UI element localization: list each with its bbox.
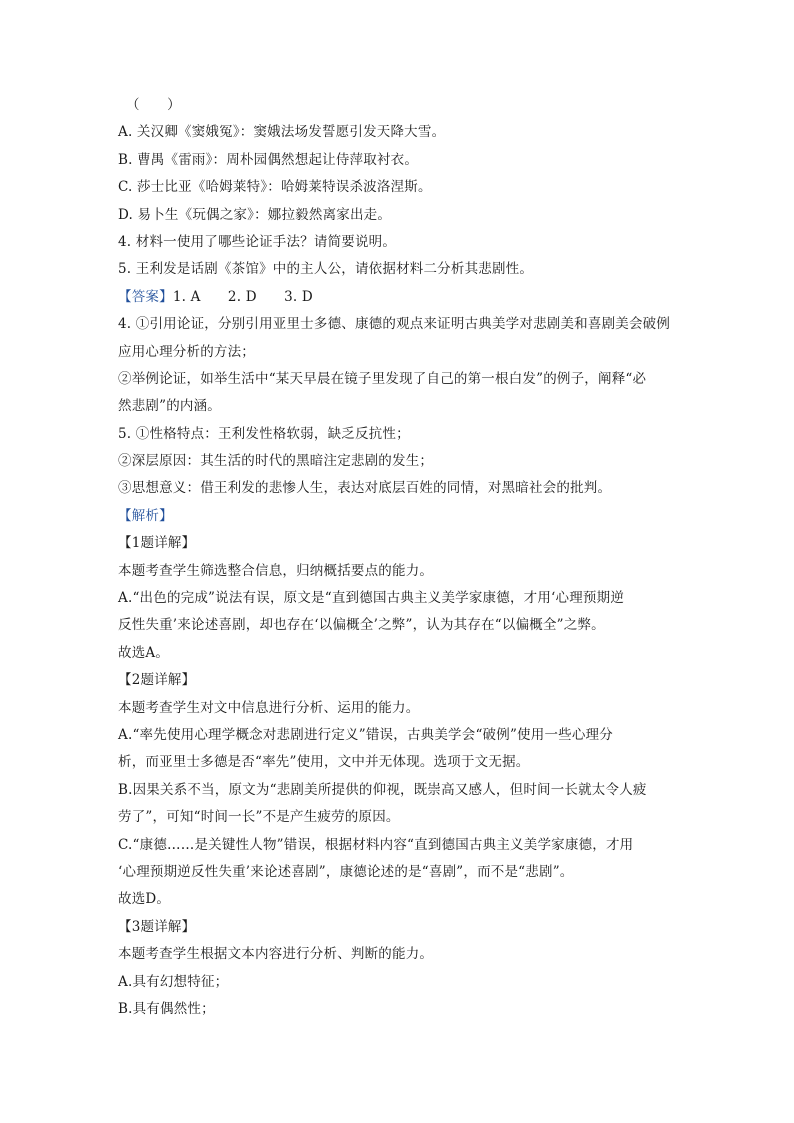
answer-text: 1. A 2. D 3. D [172, 288, 313, 305]
option-a: A. 关汉卿《窦娥冤》：窦娥法场发誓愿引发天降大雪。 [118, 124, 446, 141]
q2-line: 本题考查学生对文中信息进行分析、运用的能力。 [118, 699, 420, 716]
q3-line: A.具有幻想特征； [118, 973, 229, 990]
q2-line: 故选D。 [118, 891, 171, 908]
q1-line: 本题考查学生筛选整合信息，归纳概括要点的能力。 [118, 562, 434, 579]
q3-heading: 【3题详解】 [118, 918, 196, 935]
q2-heading: 【2题详解】 [118, 672, 196, 689]
answer-q4-line: 然悲剧”的内涵。 [118, 398, 222, 415]
q2-line: B.因果关系不当，原文为“悲剧美所提供的仰视，既崇高又感人，但时间一长就太令人疲 [118, 781, 647, 798]
q3-line: B.具有偶然性； [118, 1000, 215, 1017]
q1-heading: 【1题详解】 [118, 535, 196, 552]
question-5: 5. 王利发是话剧《茶馆》中的主人公，请依据材料二分析其悲剧性。 [118, 261, 534, 278]
answer-q4-line: ②举例论证，如举生活中“某天早晨在镜子里发现了自己的第一根白发”的例子，阐释“必 [118, 370, 647, 387]
question-4: 4. 材料一使用了哪些论证手法？请简要说明。 [118, 233, 397, 250]
analysis-tag: 【解析】 [118, 507, 173, 524]
q2-line: 劳了”，可知“时间一长”不是产生疲劳的原因。 [118, 809, 400, 826]
answer-q5-line: 5. ①性格特点：王利发性格软弱，缺乏反抗性； [118, 425, 410, 442]
q2-line: A.“率先使用心理学概念对悲剧进行定义”错误，古典美学会“破例”使用一些心理分 [118, 726, 613, 743]
q1-line: 故选A。 [118, 644, 170, 661]
answer-blank: （ ） [126, 97, 181, 113]
option-d: D. 易卜生《玩偶之家》：娜拉毅然离家出走。 [118, 206, 392, 223]
q1-line: A.“出色的完成”说法有误，原文是“直到德国古典主义美学家康德，才用‘心理预期逆 [118, 590, 625, 607]
q3-line: 本题考查学生根据文本内容进行分析、判断的能力。 [118, 946, 434, 963]
q2-line: ‘心理预期逆反性失重’来论述喜剧”，康德论述的是“喜剧”，而不是“悲剧”。 [118, 863, 574, 880]
q2-line: 析，而亚里士多德是否“率先”使用，文中并无体现。选项于文无据。 [118, 754, 530, 771]
q2-line: C.“康德……是关键性人物”错误，根据材料内容“直到德国古典主义美学家康德，才用 [118, 836, 634, 853]
document-page [118, 92, 678, 1023]
option-c: C. 莎士比亚《哈姆莱特》：哈姆莱特误杀波洛涅斯。 [118, 179, 432, 196]
answer-q5-line: ③思想意义：借王利发的悲惨人生，表达对底层百姓的同情，对黑暗社会的批判。 [118, 480, 612, 497]
answer-q5-line: ②深层原因：其生活的时代的黑暗注定悲剧的发生； [118, 453, 434, 470]
q1-line: 反性失重’来论述喜剧，却也存在‘以偏概全’之弊”，认为其存在“以偏概全”之弊。 [118, 617, 605, 634]
answer-tag: 【答案】 [118, 288, 173, 305]
answer-q4-line: 4. ①引用论证，分别引用亚里士多德、康德的观点来证明古典美学对悲剧美和喜剧美会破例 [118, 316, 671, 333]
answer-line [118, 284, 678, 311]
answer-q4-line: 应用心理分析的方法； [118, 343, 255, 360]
option-b: B. 曹禺《雷雨》：周朴园偶然想起让侍萍取衬衣。 [118, 151, 419, 168]
